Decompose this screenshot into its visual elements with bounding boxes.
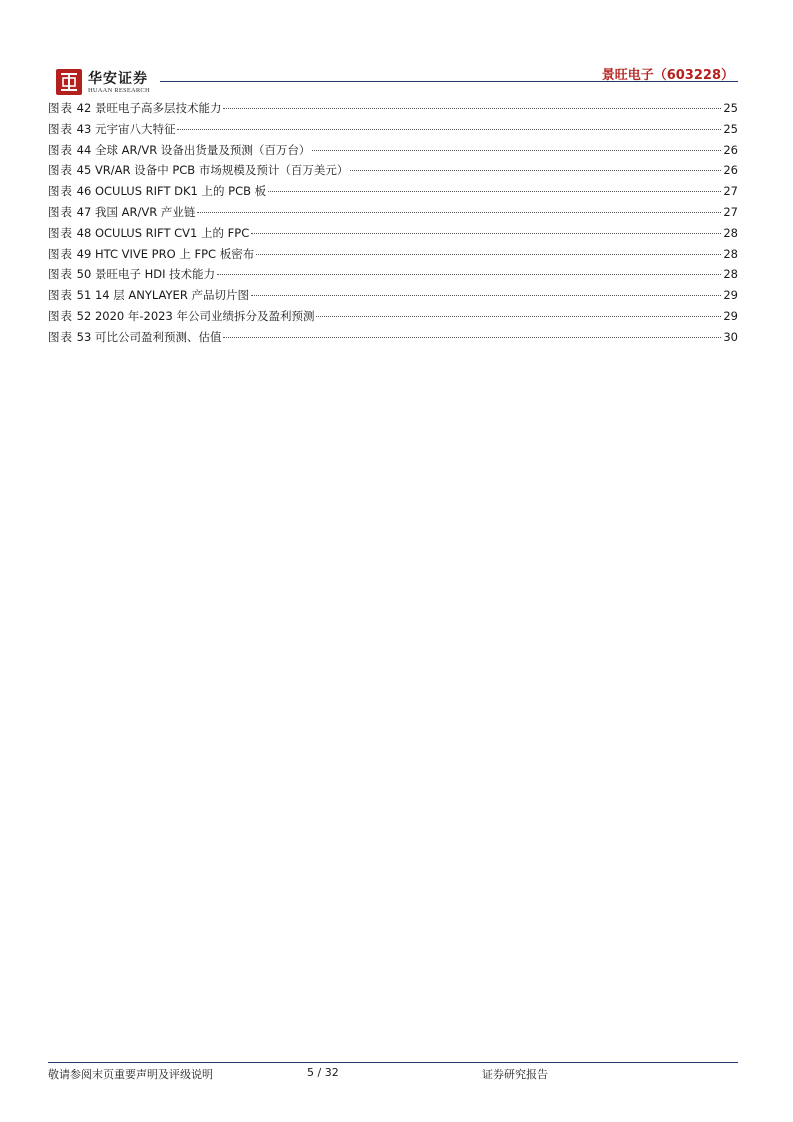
toc-entry-prefix: 图表 [48,288,73,303]
toc-leader-dots [256,253,721,255]
toc-entry-page: 27 [723,184,738,199]
toc-entry-page: 26 [723,142,738,157]
figure-list [48,98,738,348]
toc-entry-title [48,140,310,161]
toc-entry-prefix: 图表 [48,142,73,157]
toc-entry-text: 46 OCULUS RIFT DK1 上的 PCB 板 [76,184,267,199]
toc-entry-text: 51 14 层 ANYLAYER 产品切片图 [76,288,249,303]
toc-entry-title [48,285,249,306]
toc-entry[interactable] [48,140,738,161]
toc-entry-title [48,202,195,223]
toc-entry-title [48,264,215,285]
toc-entry-text: 44 全球 AR/VR 设备出货量及预测（百万台） [76,142,311,157]
toc-entry-text: 47 我国 AR/VR 产业链 [76,204,196,219]
toc-entry-title [48,244,254,265]
toc-entry-text: 42 景旺电子高多层技术能力 [76,101,222,115]
toc-entry-prefix: 图表 [48,163,73,178]
footer-rule [48,1062,738,1063]
toc-entry-prefix: 图表 [48,308,73,323]
toc-entry-text: 49 HTC VIVE PRO 上 FPC 板密布 [76,246,255,261]
report-type: 证券研究报告 [482,1068,548,1081]
toc-entry-title [48,223,249,244]
toc-entry[interactable] [48,181,738,202]
toc-entry-prefix: 图表 [48,246,73,261]
toc-leader-dots [177,128,721,130]
toc-leader-dots [316,315,721,317]
toc-entry-page: 28 [723,225,738,240]
toc-leader-dots [223,107,721,109]
toc-leader-dots [223,336,721,338]
toc-entry-text: 48 OCULUS RIFT CV1 上的 FPC [76,225,250,240]
toc-entry-page: 29 [723,288,738,303]
toc-entry-prefix: 图表 [48,121,73,136]
toc-entry-text: 52 2020 年-2023 年公司业绩拆分及盈利预测 [76,308,315,323]
toc-entry[interactable] [48,285,738,306]
logo-text: 华安证券 [88,71,148,87]
toc-leader-dots [268,190,721,192]
toc-entry[interactable] [48,98,738,119]
footer-disclaimer: 敬请参阅末页重要声明及评级说明 [48,1068,213,1081]
toc-entry-title [48,327,221,348]
toc-entry-title [48,306,314,327]
company-name: 景旺电子（603228） [601,68,734,83]
toc-entry-page: 29 [723,308,738,323]
toc-entry-text: 45 VR/AR 设备中 PCB 市场规模及预计（百万美元） [76,163,349,178]
toc-entry-prefix: 图表 [48,101,73,115]
toc-entry[interactable] [48,119,738,140]
toc-entry[interactable] [48,202,738,223]
toc-entry-prefix: 图表 [48,329,73,344]
huaan-logo-icon [56,69,82,95]
toc-entry-title [48,181,266,202]
toc-leader-dots [251,294,721,296]
toc-entry-title [48,119,175,140]
toc-entry[interactable] [48,327,738,348]
toc-entry-prefix: 图表 [48,204,73,219]
toc-entry-page: 26 [723,163,738,178]
toc-entry[interactable] [48,306,738,327]
toc-leader-dots [350,169,721,171]
toc-entry[interactable] [48,160,738,181]
toc-leader-dots [217,273,721,275]
toc-entry-title [48,160,348,181]
toc-entry-page: 30 [723,329,738,344]
toc-leader-dots [197,211,721,213]
toc-leader-dots [251,232,721,234]
toc-entry-text: 43 元宇宙八大特征 [76,121,176,136]
toc-entry-page: 25 [723,121,738,136]
toc-entry[interactable] [48,223,738,244]
toc-leader-dots [312,149,721,151]
toc-entry-text: 50 景旺电子 HDI 技术能力 [76,267,216,282]
toc-entry-page: 25 [723,101,738,115]
toc-entry-text: 53 可比公司盈利预测、估值 [76,329,222,344]
toc-entry-page: 28 [723,246,738,261]
toc-entry-page: 28 [723,267,738,282]
toc-entry-prefix: 图表 [48,225,73,240]
toc-entry-prefix: 图表 [48,267,73,282]
toc-entry-prefix: 图表 [48,184,73,199]
logo-subtext: HUAAN RESEARCH [88,87,150,94]
page-number: 5 / 32 [307,1066,339,1079]
toc-entry[interactable] [48,244,738,265]
page-header [48,64,738,98]
toc-entry-page: 27 [723,204,738,219]
toc-entry[interactable] [48,264,738,285]
toc-entry-title [48,98,221,119]
